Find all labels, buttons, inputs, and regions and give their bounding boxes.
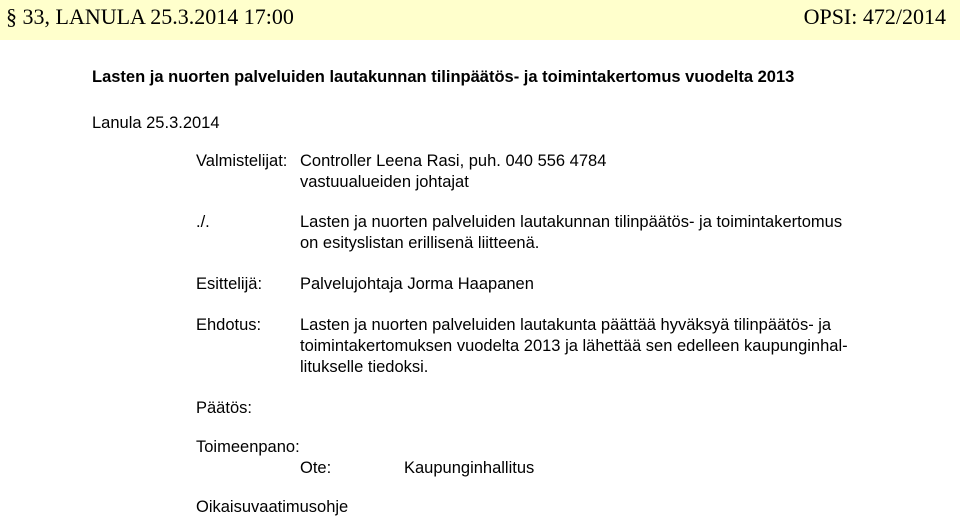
- decision-label: Päätös:: [196, 399, 252, 417]
- meeting-line: Lanula 25.3.2014: [92, 114, 220, 132]
- attachment-marker: ./.: [196, 213, 210, 231]
- presenter-value: Palvelujohtaja Jorma Haapanen: [300, 275, 534, 293]
- attachment-line1: Lasten ja nuorten palveluiden lautakunnan tilinpäätös- ja toimintakertomus: [300, 213, 843, 231]
- presenter-label: Esittelijä:: [196, 275, 263, 293]
- section-reference: § 33, LANULA 25.3.2014 17:00: [6, 4, 294, 29]
- proposal-line1: Lasten ja nuorten palveluiden lautakunta päättää hyväksyä tilinpäätös- ja: [300, 316, 832, 334]
- opsi-number: OPSI: 472/2014: [803, 4, 946, 29]
- preparers-line1: Controller Leena Rasi, puh. 040 556 4784: [300, 152, 607, 170]
- proposal-line3: litukselle tiedoksi.: [300, 358, 429, 376]
- header-bar: [0, 0, 960, 40]
- extract-value: Kaupunginhallitus: [404, 459, 535, 477]
- implementation-label: Toimeenpano:: [196, 438, 300, 456]
- appeal-label: Oikaisuvaatimusohje: [196, 498, 349, 516]
- proposal-line2: toimintakertomuksen vuodelta 2013 ja lähettää sen edelleen kaupunginhal-: [300, 337, 848, 355]
- extract-label: Ote:: [300, 459, 332, 477]
- attachment-line2: on esityslistan erillisenä liitteenä.: [300, 234, 540, 252]
- document-title: Lasten ja nuorten palveluiden lautakunnan tilinpäätös- ja toimintakertomus vuodelta 2013: [92, 68, 795, 86]
- preparers-line2: vastuualueiden johtajat: [300, 173, 469, 191]
- proposal-label: Ehdotus:: [196, 316, 262, 334]
- preparers-label: Valmistelijat:: [196, 152, 288, 170]
